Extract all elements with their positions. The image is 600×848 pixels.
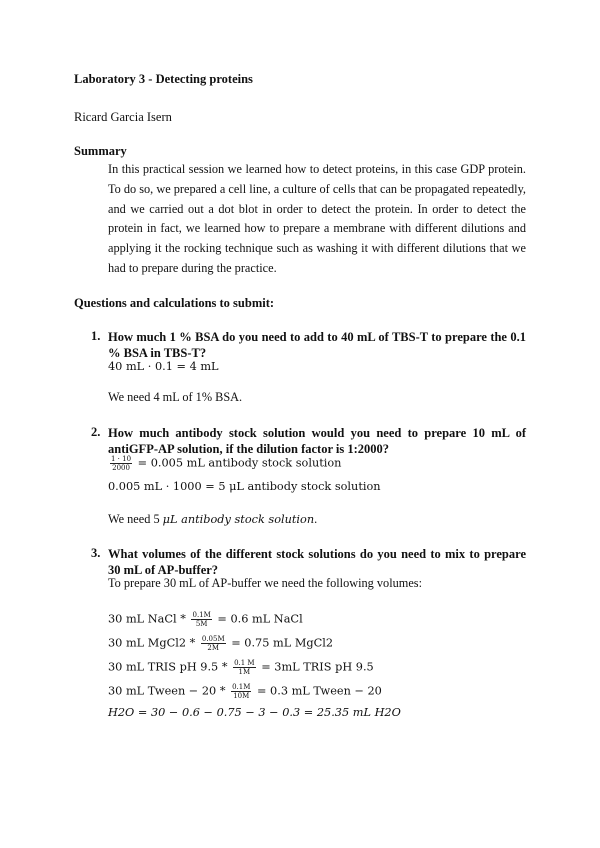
- fraction-denominator: 2M: [207, 644, 220, 652]
- document-title: Laboratory 3 - Detecting proteins: [74, 72, 253, 86]
- row-left: 30 mL TRIS pH 9.5 *: [108, 660, 228, 674]
- question-1-number: 1.: [91, 329, 101, 343]
- row-right: = 0.75 mL MgCl2: [231, 636, 334, 650]
- question-3-number: 3.: [91, 546, 101, 560]
- calculation-result: = 0.005 mL antibody stock solution: [137, 456, 342, 470]
- question-1-answer: We need 4 mL of 1% BSA.: [108, 390, 243, 404]
- summary-paragraph: In this practical session we learned how to detect proteins, in this case GDP protein. To do so, we prepared a cell line, a culture of cells that can be propagated repeatedly, and we carried out a dot blot in order to detect the protein. In order to detect the protein in fact, we learned how to prepare a membrane with different dilutions and applying it the rocking technique such as washing it with different dilutions that we had to prepare during the practice.: [108, 162, 526, 275]
- calc-row-tris: [108, 659, 374, 676]
- calc-row-tween: [108, 683, 382, 700]
- question-3-text: What volumes of the different stock solutions do you need to mix to prepare 30 mL of AP-buffer?: [108, 547, 526, 577]
- fraction: [201, 635, 226, 652]
- question-1-text: How much 1 % BSA do you need to add to 40 mL of TBS-T to prepare the 0.1 % BSA in TBS-T?: [108, 330, 526, 360]
- question-2-text: How much antibody stock solution would you need to prepare 10 mL of antiGFP-AP solution, if the dilution factor is 1:2000?: [108, 426, 526, 456]
- row-left: 30 mL NaCl *: [108, 612, 186, 626]
- fraction-numerator: 0.1M: [192, 611, 211, 619]
- fraction: [191, 611, 211, 628]
- answer-prefix: We need 5: [108, 512, 163, 526]
- fraction-numerator: 0.1M: [232, 683, 251, 691]
- question-2-calculation-2: 0.005 mL · 1000 = 5 μL antibody stock solution: [108, 480, 381, 493]
- fraction: [233, 659, 256, 676]
- fraction-numerator: 1 · 10: [111, 455, 132, 463]
- calc-row-mgcl2: [108, 635, 333, 652]
- fraction-numerator: 0.1 M: [234, 659, 255, 667]
- fraction-denominator: 10M: [233, 692, 250, 700]
- question-2-calculation-1: [108, 455, 341, 472]
- question-2-number: 2.: [91, 425, 101, 439]
- row-left: 30 mL Tween − 20 *: [108, 684, 226, 698]
- row-right: = 0.3 mL Tween − 20: [256, 684, 382, 698]
- summary-heading: Summary: [74, 144, 127, 158]
- fraction-denominator: 2000: [112, 464, 130, 472]
- row-left: 30 mL MgCl2 *: [108, 636, 196, 650]
- fraction-denominator: 5M: [195, 620, 208, 628]
- row-right: = 0.6 mL NaCl: [217, 612, 303, 626]
- fraction-denominator: 1M: [238, 668, 251, 676]
- questions-heading: Questions and calculations to submit:: [74, 296, 275, 310]
- calc-row-water: H2O = 30 − 0.6 − 0.75 − 3 − 0.3 = 25.35 mL H2O: [108, 706, 401, 719]
- answer-italic: μL antibody stock solution: [162, 513, 315, 526]
- question-1-calculation: 40 mL · 0.1 = 4 mL: [108, 360, 219, 373]
- author-name: Ricard Garcia Isern: [74, 110, 172, 124]
- question-2-answer: [108, 512, 317, 527]
- answer-suffix: .: [314, 512, 318, 526]
- fraction: [110, 455, 132, 472]
- question-3-intro: To prepare 30 mL of AP-buffer we need the following volumes:: [108, 576, 422, 590]
- fraction-numerator: 0.05M: [201, 635, 225, 643]
- fraction: [231, 683, 251, 700]
- calc-row-nacl: [108, 611, 303, 628]
- row-right: = 3mL TRIS pH 9.5: [261, 660, 374, 674]
